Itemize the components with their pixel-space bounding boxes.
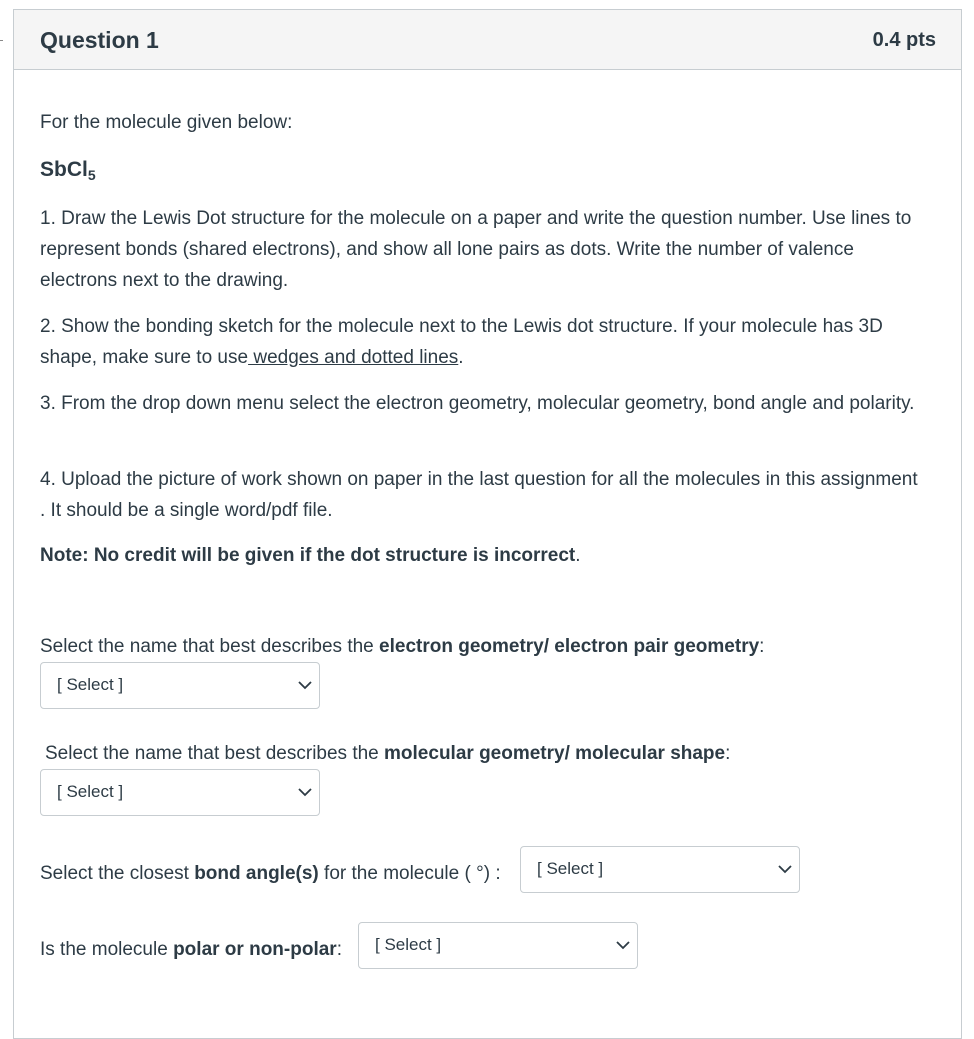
molecule-formula [40, 154, 920, 185]
instruction-4: 4. Upload the picture of work shown on paper in the last question for all the molecules in this assignment . It should be a single word/pdf file. [40, 469, 918, 521]
bond-angle-label-pre: Select the closest [40, 863, 195, 884]
molecular-geometry-label-pre: Select the name that best describes the [45, 743, 385, 764]
instruction-3: 3. From the drop down menu select the electron geometry, molecular geometry, bond angle and polarity. [40, 393, 915, 414]
instruction-2-end: . [458, 347, 464, 368]
bond-angle-label-post: for the molecule ( °) : [318, 863, 501, 884]
bond-angle-label [40, 863, 501, 885]
question-header [14, 10, 961, 70]
question-card [13, 9, 962, 1039]
electron-geometry-label-post: : [759, 636, 765, 657]
note [40, 540, 920, 571]
molecular-geometry-select[interactable] [40, 769, 320, 816]
polarity-label-post: : [336, 939, 342, 960]
chevron-down-icon [778, 865, 792, 874]
polarity-label-bold: polar or non-polar [173, 939, 337, 960]
electron-geometry-select[interactable] [40, 662, 320, 709]
bond-angle-label-bold: bond angle(s) [194, 863, 319, 884]
molecular-geometry-label-bold: molecular geometry/ molecular shape [384, 743, 726, 764]
polarity-selected: [ Select ] [375, 935, 442, 954]
polarity-select[interactable] [358, 922, 638, 969]
formula-subscript: 5 [87, 167, 96, 183]
chevron-down-icon [298, 788, 312, 797]
intro-text: For the molecule given below: [40, 112, 293, 133]
molecular-geometry-label [45, 743, 730, 765]
molecular-geometry-selected: [ Select ] [57, 782, 124, 801]
instruction-1: 1. Draw the Lewis Dot structure for the molecule on a paper and write the question number. Use lines to represent bonds (shared electrons), and show all lone pairs as dots. Write the number of valence electrons next to the drawing. [40, 208, 912, 291]
bond-angle-select[interactable] [520, 846, 800, 893]
question-title: Question 1 [40, 27, 159, 53]
electron-geometry-label [40, 636, 764, 658]
page-edge-mark [0, 40, 3, 41]
instruction-2-text: 2. Show the bonding sketch for the molecule next to the Lewis dot structure. If your molecule has 3D shape, make sure to use [40, 316, 883, 368]
instruction-2 [40, 311, 920, 373]
formula-base: SbCl [40, 158, 88, 181]
question-points: 0.4 pts [872, 29, 936, 51]
bond-angle-selected: [ Select ] [537, 859, 604, 878]
electron-geometry-label-bold: electron geometry/ electron pair geometry [379, 636, 760, 657]
note-end: . [575, 545, 581, 566]
polarity-label-pre: Is the molecule [40, 939, 174, 960]
wedges-dotted-lines-link: wedges and dotted lines [248, 347, 459, 368]
molecular-geometry-label-post: : [725, 743, 731, 764]
electron-geometry-label-pre: Select the name that best describes the [40, 636, 380, 657]
chevron-down-icon [616, 941, 630, 950]
polarity-label [40, 939, 342, 961]
chevron-down-icon [298, 681, 312, 690]
note-bold: Note: No credit will be given if the dot structure is incorrect [40, 545, 576, 566]
electron-geometry-selected: [ Select ] [57, 675, 124, 694]
